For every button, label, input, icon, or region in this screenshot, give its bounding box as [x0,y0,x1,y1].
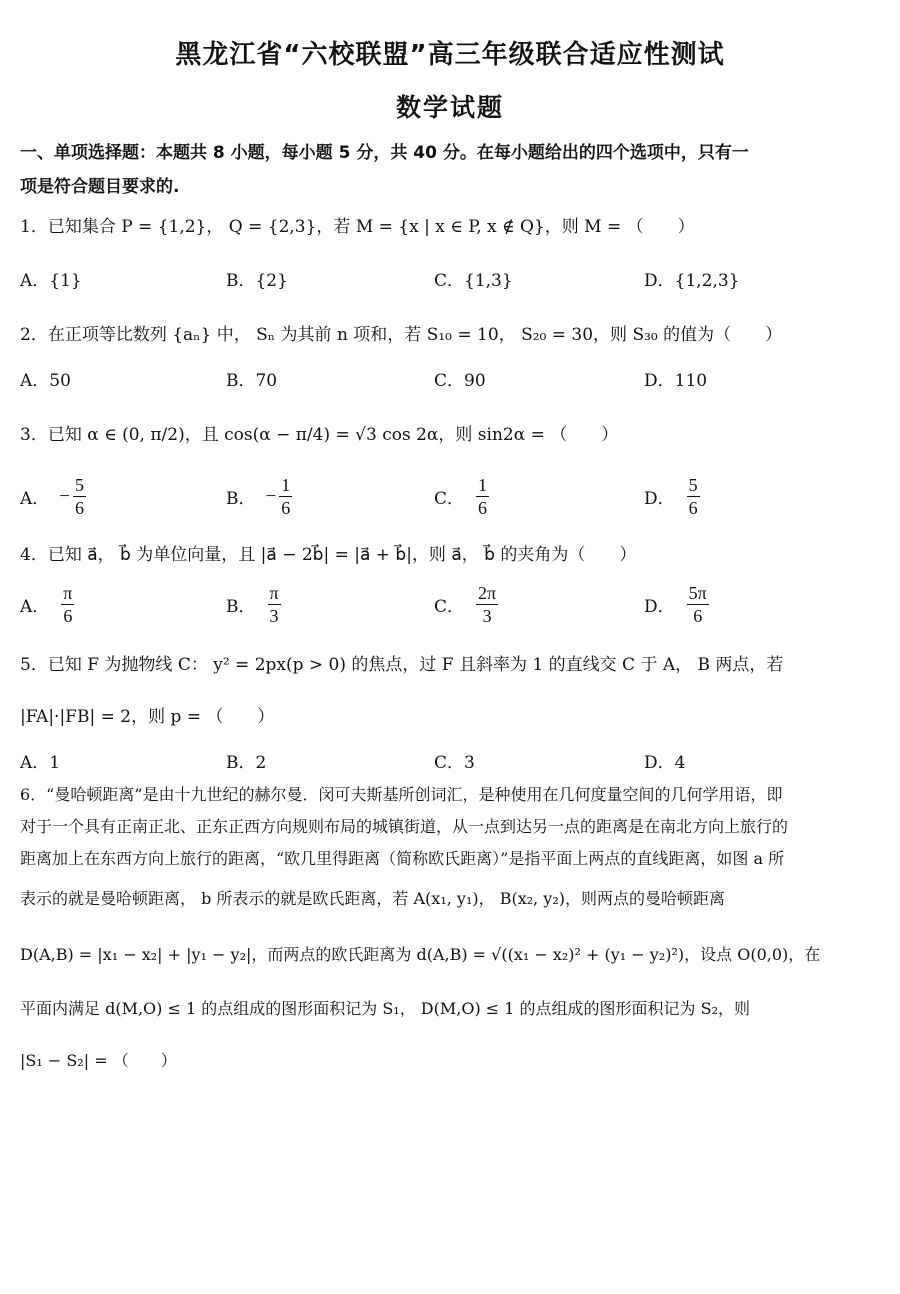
option-fraction [268,584,281,625]
fraction-denominator: 6 [75,498,84,518]
fraction-numerator: 5 [688,475,698,495]
question-5-option-b: B．2 [226,753,267,773]
exam-title: 黑龙江省“六校联盟”高三年级联合适应性测试 [175,40,725,70]
question-4-option-b [226,584,283,625]
question-2-stem: 2．在正项等比数列 {aₙ} 中， Sₙ 为其前 n 项和，若 S₁₀ = 10， S₂₀ = 30，则 S₃₀ 的值为（ ） [20,325,783,345]
question-4-option-d [644,584,711,625]
fraction-numerator: 2π [478,583,497,603]
question-3-option-b [226,476,294,517]
option-sign: − [265,485,277,507]
fraction-numerator: 1 [281,475,291,495]
fraction-numerator: 5π [688,583,707,603]
question-4-option-c [434,584,500,625]
option-fraction [476,476,489,517]
question-4-option-a [20,584,76,625]
question-5-stem-line-1: 5．已知 F 为抛物线 C： y² = 2px(p > 0) 的焦点，过 F 且斜率为 1 的直线交 C 于 A， B 两点，若 [20,655,784,675]
question-1-option-b: B．{2} [226,271,288,291]
question-3-option-d [644,476,702,517]
question-5-option-d: D．4 [644,753,686,773]
option-label: B． [226,597,256,617]
option-label: A． [20,489,50,509]
section-heading-line-2: 项是符合题目要求的. [20,177,180,197]
fraction-numerator: π [63,583,73,603]
question-4-stem: 4．已知 a⃗， b⃗ 为单位向量，且 |a⃗ − 2b⃗| = |a⃗ + b⃗|，则 a⃗， b⃗ 的夹角为（ ） [20,545,637,565]
option-label: A． [20,597,50,617]
fraction-denominator: 6 [281,498,291,518]
question-6-line-5: D(A,B) = |x₁ − x₂| + |y₁ − y₂|，而两点的欧氏距离为 d(A,B) = √((x₁ − x₂)² + (y₁ − y₂)²)，设点 O(0,0)，在 [20,945,821,964]
question-2-option-a: A．50 [20,371,71,391]
question-5-stem-line-2: |FA|·|FB| = 2，则 p = （ ） [20,707,275,727]
question-6-line-3: 距离加上在东西方向上旅行的距离，“欧几里得距离（简称欧氏距离）”是指平面上两点的直线距离，如图 a 所 [20,849,785,868]
option-sign: − [59,485,70,507]
question-6-line-7: |S₁ − S₂| = （ ） [20,1051,177,1070]
question-2-option-b: B．70 [226,371,278,391]
fraction-denominator: 6 [63,606,73,626]
fraction-numerator: 5 [75,475,84,495]
option-label: C． [434,597,465,617]
option-fraction [73,476,86,517]
question-6-line-4: 表示的就是曼哈顿距离， b 所表示的就是欧氏距离，若 A(x₁, y₁)， B(x₂, y₂)，则两点的曼哈顿距离 [20,889,725,908]
question-6-line-1: 6．“曼哈顿距离”是由十九世纪的赫尔曼．闵可夫斯基所创词汇，是种使用在几何度量空间的几何学用语，即 [20,785,783,804]
question-2-option-c: C．90 [434,371,486,391]
question-1-stem: 1．已知集合 P = {1,2}， Q = {2,3}，若 M = {x | x ∈ P, x ∉ Q}，则 M = （ ） [20,217,695,237]
fraction-numerator: π [269,583,279,603]
fraction-denominator: 3 [482,606,492,626]
option-fraction [687,584,709,625]
option-fraction [687,476,700,517]
exam-subtitle: 数学试题 [395,93,504,122]
option-fraction [279,476,292,517]
question-3-stem: 3．已知 α ∈ (0, π/2)，且 cos(α − π/4) = √3 cos 2α，则 sin2α = （ ） [20,425,619,445]
option-label: B． [226,489,256,509]
option-label: D． [644,489,675,509]
question-3-option-c [434,476,491,517]
question-6-line-2: 对于一个具有正南正北、正东正西方向规则布局的城镇街道，从一点到达另一点的距离是在南北方向上旅行的 [20,817,789,836]
option-label: C． [434,489,465,509]
question-6-line-6: 平面内满足 d(M,O) ≤ 1 的点组成的图形面积记为 S₁， D(M,O) ≤ 1 的点组成的图形面积记为 S₂，则 [20,999,750,1018]
section-heading-line-1: 一、单项选择题：本题共 8 小题，每小题 5 分，共 40 分。在每小题给出的四个选项中，只有一 [20,143,749,163]
fraction-denominator: 6 [693,606,703,626]
question-1-option-d: D．{1,2,3} [644,271,740,291]
question-3-option-a [20,476,88,517]
fraction-denominator: 6 [478,498,488,518]
fraction-denominator: 3 [269,606,279,626]
question-5-option-a: A．1 [20,753,61,773]
option-label: D． [644,597,675,617]
option-fraction [476,584,498,625]
question-5-option-c: C．3 [434,753,475,773]
question-1-option-c: C．{1,3} [434,271,513,291]
option-fraction [61,584,74,625]
question-2-option-d: D．110 [644,371,708,391]
fraction-denominator: 6 [688,498,698,518]
fraction-numerator: 1 [478,475,488,495]
question-1-option-a: A．{1} [20,271,82,291]
